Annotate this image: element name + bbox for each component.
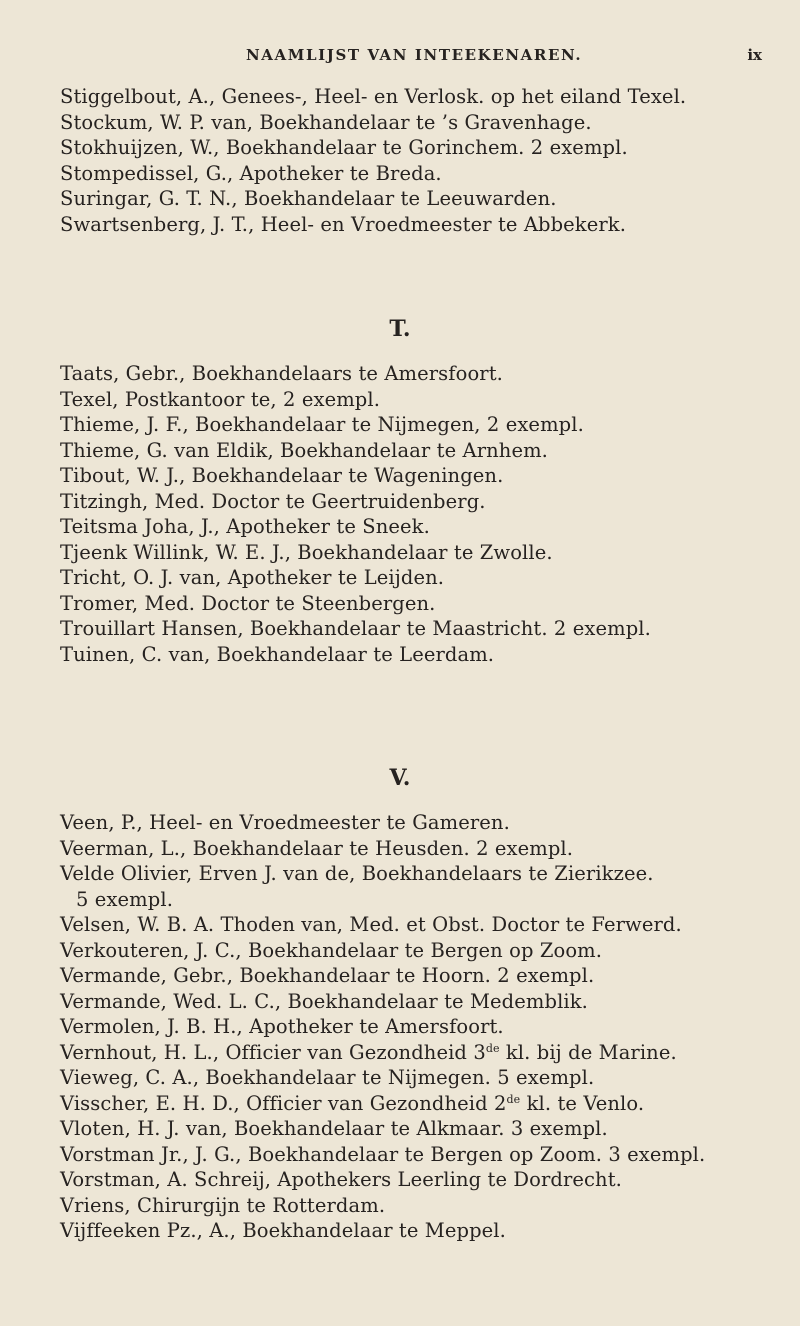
list-entry: Trouillart Hansen, Boekhandelaar te Maastricht. 2 exempl.: [60, 617, 651, 640]
list-entry: Taats, Gebr., Boekhandelaars te Amersfoort.: [60, 362, 503, 385]
list-entry: Vriens, Chirurgijn te Rotterdam.: [60, 1193, 386, 1217]
entry-text: Vernhout, H. L., Officier van Gezondheid 3: [60, 1040, 486, 1064]
list-entry: Tjeenk Willink, W. E. J., Boekhandelaar te Zwolle.: [60, 540, 553, 564]
entry-text: kl. te Venlo.: [520, 1091, 645, 1115]
list-entry: Teitsma Joha, J., Apotheker te Sneek.: [60, 515, 430, 538]
running-header: [0, 46, 800, 72]
list-entry: Vermolen, J. B. H., Apotheker te Amersfoort.: [60, 1015, 504, 1038]
list-entry: Texel, Postkantoor te, 2 exempl.: [60, 387, 381, 411]
section-heading-v: V.: [389, 765, 411, 791]
list-entry: Thieme, J. F., Boekhandelaar te Nijmegen, 2 exempl.: [60, 413, 584, 436]
list-entry: Veerman, L., Boekhandelaar te Heusden. 2 exempl.: [60, 836, 574, 860]
list-entry: Suringar, G. T. N., Boekhandelaar te Leeuwarden.: [60, 187, 557, 210]
list-entry: Tibout, W. J., Boekhandelaar te Wageningen.: [60, 464, 504, 487]
list-entry: Velsen, W. B. A. Thoden van, Med. et Obst. Doctor te Ferwerd.: [60, 913, 682, 936]
list-entry: Stockum, W. P. van, Boekhandelaar te ’s Gravenhage.: [60, 110, 592, 134]
ordinal-suffix: de: [485, 1041, 500, 1055]
list-entry-continuation: 5 exempl.: [76, 887, 173, 911]
list-entry: Verkouteren, J. C., Boekhandelaar te Bergen op Zoom.: [60, 938, 603, 962]
list-entry: Stiggelbout, A., Genees-, Heel- en Verlosk. op het eiland Texel.: [60, 85, 687, 108]
list-entry: Veen, P., Heel- en Vroedmeester te Gameren.: [60, 811, 510, 834]
ordinal-suffix: de: [506, 1092, 521, 1106]
list-entry: Swartsenberg, J. T., Heel- en Vroedmeester te Abbekerk.: [60, 212, 627, 236]
list-entry: Stokhuijzen, W., Boekhandelaar te Gorinchem. 2 exempl.: [60, 136, 628, 159]
list-entry: [60, 1040, 780, 1066]
list-entry: Tuinen, C. van, Boekhandelaar te Leerdam.: [60, 642, 495, 666]
entry-text: Visscher, E. H. D., Officier van Gezondheid 2: [60, 1091, 507, 1115]
list-entry: [60, 1091, 780, 1117]
section-heading-t: T.: [389, 316, 411, 342]
list-entry: Vorstman Jr., J. G., Boekhandelaar te Bergen op Zoom. 3 exempl.: [60, 1142, 706, 1166]
list-entry: Vloten, H. J. van, Boekhandelaar te Alkmaar. 3 exempl.: [60, 1117, 608, 1140]
list-entry: Tricht, O. J. van, Apotheker te Leijden.: [60, 566, 445, 589]
page-number: ix: [747, 46, 762, 64]
list-entry: Vorstman, A. Schreij, Apothekers Leerling te Dordrecht.: [60, 1168, 622, 1191]
list-entry: Vermande, Wed. L. C., Boekhandelaar te Medemblik.: [60, 989, 588, 1013]
list-entry: Vieweg, C. A., Boekhandelaar te Nijmegen. 5 exempl.: [60, 1066, 595, 1089]
list-entry: Thieme, G. van Eldik, Boekhandelaar te Arnhem.: [60, 438, 548, 462]
list-entry: Titzingh, Med. Doctor te Geertruidenberg.: [60, 489, 486, 513]
entry-text: kl. bij de Marine.: [499, 1040, 677, 1064]
list-entry: Vermande, Gebr., Boekhandelaar te Hoorn. 2 exempl.: [60, 964, 595, 987]
list-entry: Velde Olivier, Erven J. van de, Boekhandelaars te Zierikzee.: [60, 862, 654, 885]
section-v: [60, 810, 780, 1244]
running-title: NAAMLIJST VAN INTEEKENAREN.: [246, 46, 583, 64]
section-t: [60, 361, 780, 667]
list-entry: Vijffeeken Pz., A., Boekhandelaar te Meppel.: [60, 1219, 506, 1242]
section-s-continued: [60, 84, 780, 237]
list-entry: Stompedissel, G., Apotheker te Breda.: [60, 161, 442, 185]
list-entry: Tromer, Med. Doctor te Steenbergen.: [60, 591, 436, 615]
